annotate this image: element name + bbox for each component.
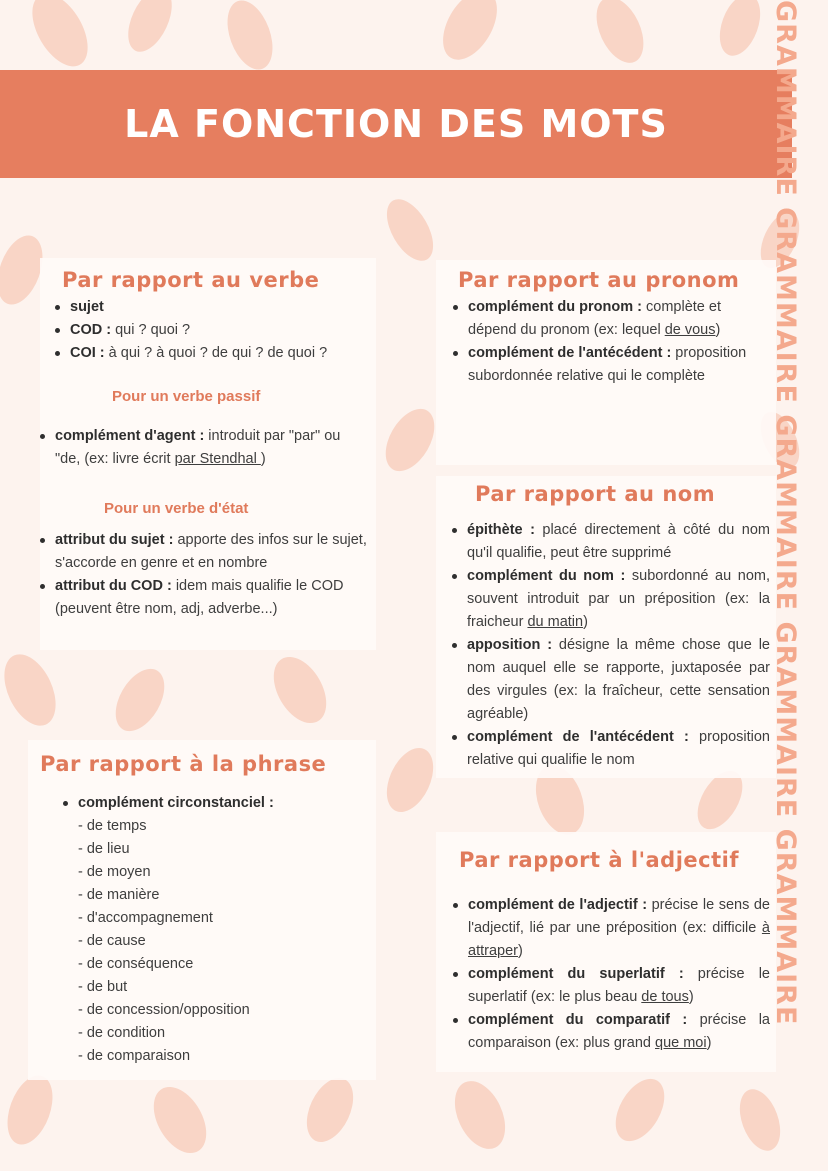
list-item: sujet <box>52 296 372 319</box>
sub-item: - de moyen <box>78 864 151 880</box>
heading-verbe: Par rapport au verbe <box>62 268 320 292</box>
list-item: complément du superlatif : précise le superlatif (ex: le plus beau de tous) <box>450 963 770 1009</box>
list-item: complément du nom : subordonné au nom, souvent introduit par un préposition (ex: la fraicheur du matin) <box>449 565 770 634</box>
list-item: COI : à qui ? à quoi ? de qui ? de quoi ? <box>52 342 372 365</box>
adjectif-list <box>450 894 770 1055</box>
list-item: apposition : désigne la même chose que le nom auquel elle se rapporte, juxtaposée par des virgules (ex: la fraîcheur, cette sensation agréable) <box>449 634 770 726</box>
list-item: complément du pronom : complète et dépend du pronom (ex: lequel de vous) <box>450 296 760 342</box>
list-item: complément circonstanciel : - de temps - de lieu - de moyen - de manière - d'accompagnement - de cause - de conséquence - de but - de concession/opposition - de condition - de comparaison <box>60 792 360 1068</box>
sub-item: - de comparaison <box>78 1048 191 1064</box>
sub-item: - de cause <box>78 933 146 949</box>
etat-list <box>37 529 367 621</box>
list-item: complément du comparatif : précise la comparaison (ex: plus grand que moi) <box>450 1009 770 1055</box>
heading-pronom: Par rapport au pronom <box>458 268 740 292</box>
sub-item: - de lieu <box>78 841 130 857</box>
list-item: attribut du sujet : apporte des infos sur le sujet, s'accorde en genre et en nombre <box>37 529 367 575</box>
phrase-list <box>60 792 360 1068</box>
heading-nom: Par rapport au nom <box>475 482 716 506</box>
pronom-list <box>450 296 760 388</box>
subheading-etat: Pour un verbe d'état <box>104 500 249 517</box>
side-banner <box>770 0 828 1171</box>
verbe-list <box>52 296 372 365</box>
list-item: complément de l'adjectif : précise le sens de l'adjectif, lié par une préposition (ex: difficile à attraper) <box>450 894 770 963</box>
list-item: complément d'agent : introduit par "par" ou "de, (ex: livre écrit par Stendhal ) <box>37 425 367 471</box>
side-banner-text: GRAMMAIRE GRAMMAIRE GRAMMAIRE GRAMMAIRE GRAMMAIRE <box>770 0 801 1026</box>
sub-item: - de condition <box>78 1025 166 1041</box>
sub-item: - d'accompagnement <box>78 910 213 926</box>
sub-item: - de conséquence <box>78 956 194 972</box>
list-item: COD : qui ? quoi ? <box>52 319 372 342</box>
title-banner <box>0 70 792 178</box>
heading-adjectif: Par rapport à l'adjectif <box>459 848 739 872</box>
sub-item: - de manière <box>78 887 160 903</box>
passif-list <box>37 425 367 471</box>
list-item: complément de l'antécédent : proposition relative qui qualifie le nom <box>449 726 770 772</box>
subheading-passif: Pour un verbe passif <box>112 388 261 405</box>
list-item: épithète : placé directement à côté du nom qu'il qualifie, peut être supprimé <box>449 519 770 565</box>
nom-list <box>449 519 770 772</box>
list-item: complément de l'antécédent : proposition subordonnée relative qui le complète <box>450 342 760 388</box>
page-title: LA FONCTION DES MOTS <box>124 102 668 146</box>
sub-item: - de concession/opposition <box>78 1002 250 1018</box>
sub-item: - de but <box>78 979 128 995</box>
circonstanciel-sublist <box>78 815 360 1068</box>
sub-item: - de temps <box>78 818 147 834</box>
heading-phrase: Par rapport à la phrase <box>40 752 327 776</box>
list-item: attribut du COD : idem mais qualifie le COD (peuvent être nom, adj, adverbe...) <box>37 575 367 621</box>
